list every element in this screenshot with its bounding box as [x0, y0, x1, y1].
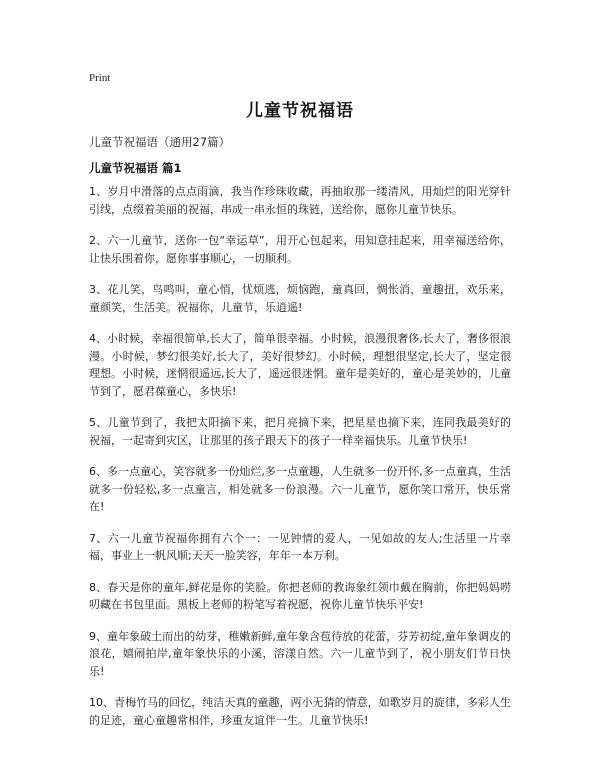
paragraph-1: 1、岁月中滑落的点点雨滴，我当作珍珠收藏，再抽取那一缕清风，用灿烂的阳光穿针引线，点缀着美丽的祝福，串成一串永恒的珠链，送给你，愿你儿童节快乐。 — [89, 185, 511, 216]
document-subtitle: 儿童节祝福语（通用27篇） — [89, 135, 231, 149]
print-label[interactable]: Print — [89, 72, 111, 84]
paragraph-list — [89, 183, 511, 743]
page-title: 儿童节祝福语 — [246, 101, 354, 121]
paragraph-3: 3、花儿笑，鸟鸣叫，童心悄，忧烦逃，烦恼跑，童真回，惆怅消，童趣扭，欢乐来，童颜笑，生活美。祝福你，儿童节，乐逍遥! — [89, 283, 511, 314]
section-heading: 儿童节祝福语 篇1 — [89, 161, 182, 175]
paragraph-5: 5、儿童节到了，我把太阳摘下来，把月亮摘下来，把星星也摘下来，连同我最美好的祝福，一起寄到灾区，让那里的孩子跟天下的孩子一样幸福快乐。儿童节快乐! — [89, 416, 511, 447]
paragraph-4: 4、小时候，幸福很简单,长大了，简单很幸福。小时候，浪漫很奢侈,长大了，奢侈很浪漫。小时候，梦幻很美好,长大了，美好很梦幻。小时候，理想很坚定,长大了，坚定很理想。小时候，迷惘很遥远,长大了，遥远很迷惘。童年是美好的，童心是美妙的，儿童节到了，愿君葆童心，多快乐! — [89, 332, 511, 398]
paragraph-10: 10、青梅竹马的回忆，纯洁天真的童趣，两小无猜的情意，如歌岁月的旋律，多彩人生的足迹，童心童趣常相伴，珍重友谊伴一生。儿童节快乐! — [89, 696, 511, 727]
paragraph-2: 2、六一儿童节，送你一包“幸运草”，用开心包起来，用知意挂起来，用幸福送给你，让快乐围着你，愿你事事顺心，一切顺利。 — [89, 234, 511, 265]
paragraph-6: 6、多一点童心，笑容就多一份灿烂,多一点童趣，人生就多一份开怀,多一点童真，生活就多一份轻松,多一点童言，相处就多一份浪漫。六一儿童节，愿你笑口常开，快乐常在! — [89, 465, 511, 513]
paragraph-7: 7、六一儿童节祝福你拥有六个一：一见钟情的爱人，一见如故的友人;生活里一片幸福，事业上一帆风顺;天天一脸笑容，年年一本万利。 — [89, 531, 511, 562]
paragraph-9: 9、童年象破土而出的幼芽，稚嫩新鲜,童年象含苞待放的花蕾，芬芳初绽,童年象调皮的浪花，嬉闹拍岸,童年象快乐的小溪，溶漾自然。六一儿童节到了，祝小朋友们节日快乐! — [89, 629, 511, 678]
paragraph-8: 8、春天是你的童年,鲜花是你的笑脸。你把老师的教诲象红领巾戴在胸前，你把妈妈唠叨藏在书包里面。黑板上老师的粉笔写着祝愿，祝你儿童节快乐平安! — [89, 580, 511, 611]
